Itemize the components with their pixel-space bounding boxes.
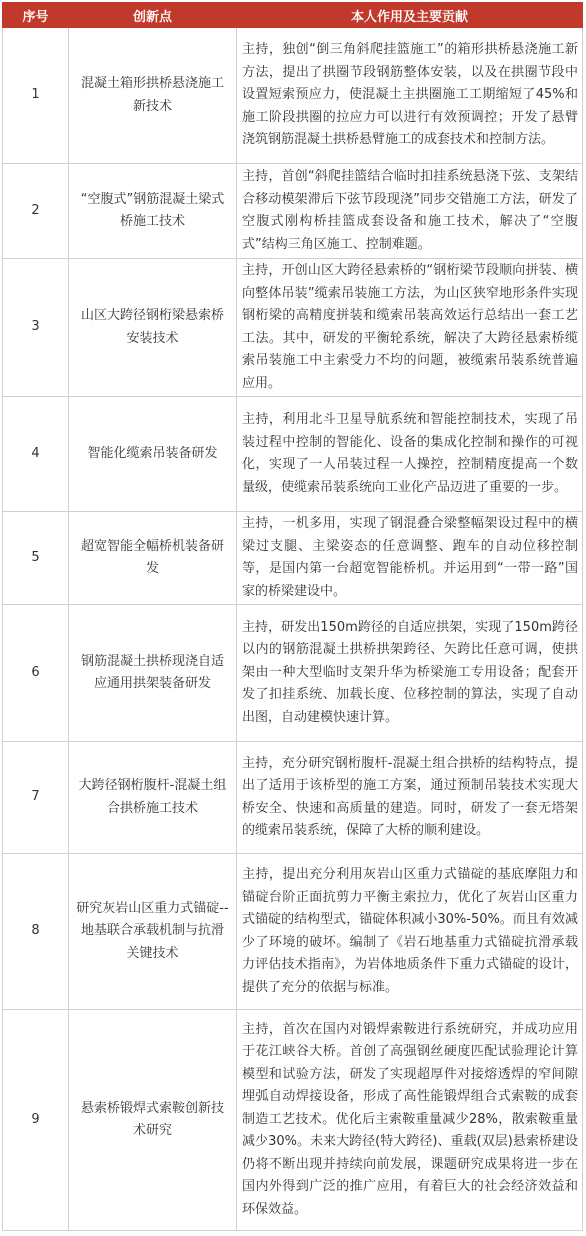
- row-number: 3: [3, 259, 69, 397]
- row-number: 2: [3, 164, 69, 259]
- row-number: 4: [3, 397, 69, 512]
- table-row: [3, 1010, 583, 1231]
- header-contribution: 本人作用及主要贡献: [237, 3, 583, 28]
- row-number: 9: [3, 1010, 69, 1231]
- contribution-text: 主持，首创“斜爬挂篮结合临时扣挂系统悬浇下弦、支架结合移动模架滞后下弦节段现浇”同步交错施工方法，研发了空腹式刚构桥挂篮成套设备和施工技术，解决了“空腹式”结构三角区施工、控制难题。: [237, 164, 583, 259]
- table-header-row: [3, 3, 583, 28]
- table-row: [3, 605, 583, 742]
- contribution-text: 主持，研发出150m跨径的自适应拱架，实现了150m跨径以内的钢筋混凝土拱桥拱架跨径、矢跨比任意可调，使拱架由一种大型临时支架升华为桥梁施工专用设备；配套开发了扣挂系统、加载长度、位移控制的算法，实现了自动出图，自动建模快速计算。: [237, 605, 583, 742]
- table-row: [3, 259, 583, 397]
- innovation-name: 超宽智能全幅桥机装备研发: [69, 512, 237, 605]
- table-row: [3, 512, 583, 605]
- contribution-text: 主持，充分研究钢桁腹杆-混凝土组合拱桥的结构特点，提出了适用于该桥型的施工方案，通过预制吊装技术实现大桥安全、快速和高质量的建造。同时，研发了一套无塔架的缆索吊装系统，保障了大桥的顺利建设。: [237, 742, 583, 854]
- innovation-name: 山区大跨径钢桁梁悬索桥安装技术: [69, 259, 237, 397]
- innovation-name: 智能化缆索吊装备研发: [69, 397, 237, 512]
- row-number: 1: [3, 28, 69, 164]
- contribution-text: 主持，开创山区大跨径悬索桥的“钢桁梁节段顺向拼装、横向整体吊装”缆索吊装施工方法，为山区狭窄地形条件实现钢桁梁的高精度拼装和缆索吊装高效运行总结出一套工艺工法。其中，研发的平衡轮系统，解决了大跨径悬索桥缆索吊装施工中主索受力不均的问题，被缆索吊装系统普遍应用。: [237, 259, 583, 397]
- innovation-table: [2, 2, 583, 1231]
- table-row: [3, 164, 583, 259]
- table-row: [3, 854, 583, 1010]
- innovation-name: 研究灰岩山区重力式锚碇--地基联合承载机制与抗滑关键技术: [69, 854, 237, 1010]
- innovation-name: 混凝土箱形拱桥悬浇施工新技术: [69, 28, 237, 164]
- innovation-name: 悬索桥锻焊式索鞍创新技术研究: [69, 1010, 237, 1231]
- table-row: [3, 742, 583, 854]
- contribution-text: 主持，一机多用，实现了钢混叠合梁整幅架设过程中的横梁过支腿、主梁姿态的任意调整、跑车的自动位移控制等，是国内第一台超宽智能桥机。并运用到“一带一路”国家的桥梁建设中。: [237, 512, 583, 605]
- row-number: 6: [3, 605, 69, 742]
- contribution-text: 主持，提出充分利用灰岩山区重力式锚碇的基底摩阻力和锚碇台阶正面抗剪力平衡主索拉力，优化了灰岩山区重力式锚碇的结构型式，锚碇体积减小30%-50%。而且有效减少了环境的破坏。编制了《岩石地基重力式锚碇抗滑承载力评估技术指南》，为岩体地质条件下重力式锚碇的设计，提供了充分的依据与标准。: [237, 854, 583, 1010]
- row-number: 8: [3, 854, 69, 1010]
- row-number: 7: [3, 742, 69, 854]
- innovation-name: 大跨径钢桁腹杆-混凝土组合拱桥施工技术: [69, 742, 237, 854]
- row-number: 5: [3, 512, 69, 605]
- innovation-name: “空腹式”钢筋混凝土梁式桥施工技术: [69, 164, 237, 259]
- contribution-text: 主持，利用北斗卫星导航系统和智能控制技术，实现了吊装过程中控制的智能化、设备的集成化控制和操作的可视化，实现了一人吊装过程一人操控，控制精度提高一个数量级，使缆索吊装系统向工业化产品迈进了重要的一步。: [237, 397, 583, 512]
- header-innovation: 创新点: [69, 3, 237, 28]
- header-no: 序号: [3, 3, 69, 28]
- table-row: [3, 397, 583, 512]
- table-row: [3, 28, 583, 164]
- contribution-text: 主持，首次在国内对锻焊索鞍进行系统研究，并成功应用于花江峡谷大桥。首创了高强钢丝硬度匹配试验理论计算模型和试验方法，研发了实现超厚件对接熔透焊的窄间隙埋弧自动焊接设备，形成了高性能锻焊组合式索鞍的成套制造工艺技术。优化后主索鞍重量减少28%，散索鞍重量减少30%。未来大跨径(特大跨径)、重载(双层)悬索桥建设仍将不断出现并持续向前发展，课题研究成果将进一步在国内外得到广泛的推广应用，有着巨大的社会经济效益和环保效益。: [237, 1010, 583, 1231]
- innovation-name: 钢筋混凝土拱桥现浇自适应通用拱架装备研发: [69, 605, 237, 742]
- contribution-text: 主持，独创“倒三角斜爬挂篮施工”的箱形拱桥悬浇施工新方法，提出了拱圈节段钢筋整体安装，以及在拱圈节段中设置短索预应力，使混凝土主拱圈施工工期缩短了45%和施工阶段拱圈的拉应力可以进行有效预调控；开发了悬臂浇筑钢筋混凝土拱桥悬臂施工的成套技术和控制方法。: [237, 28, 583, 164]
